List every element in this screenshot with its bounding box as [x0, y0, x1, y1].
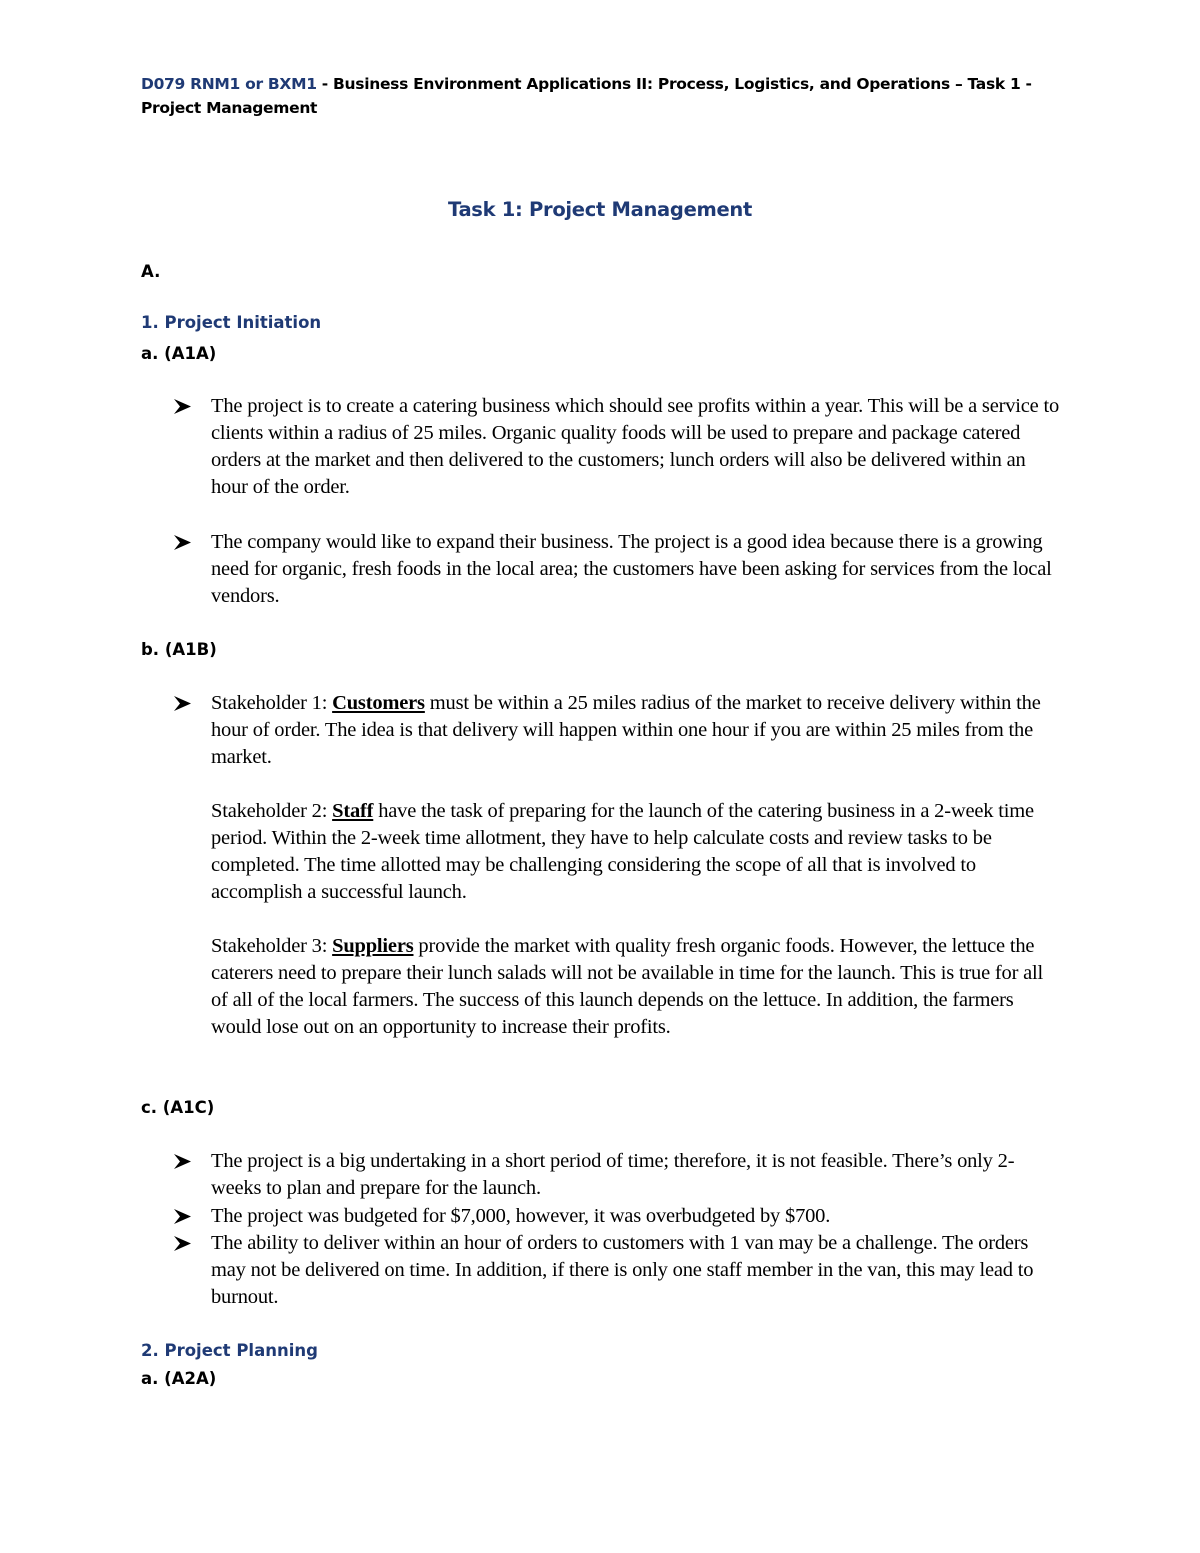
section-2-heading: 2. Project Planning	[141, 1341, 318, 1360]
arrow-bullet-icon	[172, 1230, 194, 1257]
course-title: - Business Environment Applications II: Process, Logistics, and Operations – Task 1 - Project Management	[141, 75, 1032, 117]
page-title: Task 1: Project Management	[447, 198, 753, 221]
bullet-text: The project is to create a catering business which should see profits within a year. This will be a service to clients within a radius of 25 miles. Organic quality foods will be used to prepare and package catered orders at the market and then delivered to the customers; lunch orders will also be delivered within an hour of the order.	[211, 395, 1060, 498]
stakeholder-prefix: Stakeholder 2:	[211, 800, 333, 822]
stakeholder-description: must be within a 25 miles radius of the market to receive delivery within the hour of order. The idea is that delivery will happen within one hour if you are within 25 miles from the market.	[211, 692, 1041, 768]
stakeholder-text	[211, 690, 1061, 771]
stakeholder-2	[211, 798, 1063, 906]
bullet-text: The ability to deliver within an hour of orders to customers with 1 van may be a challenge. The orders may not be delivered on time. In addition, if there is only one staff member in the van, this may lead to burnout.	[211, 1232, 1034, 1308]
bullet-text: The project is a big undertaking in a short period of time; therefore, it is not feasible. There’s only 2-weeks to plan and prepare for the launch.	[211, 1150, 1015, 1199]
subsection-a1a-label: a. (A1A)	[141, 344, 217, 363]
stakeholder-keyword: Customers	[332, 692, 425, 714]
subsection-a1c-label: c. (A1C)	[141, 1098, 215, 1117]
stakeholder-description: have the task of preparing for the launch of the catering business in a 2-week time period. Within the 2-week time allotment, they have to help calculate costs and review tasks to be completed. The time allotted may be challenging considering the scope of all that is involved to accomplish a successful launch.	[211, 800, 1034, 903]
subsection-a1b-label: b. (A1B)	[141, 640, 217, 659]
stakeholder-keyword: Staff	[332, 800, 374, 822]
arrow-bullet-icon	[172, 529, 194, 556]
bullet-text: The project was budgeted for $7,000, however, it was overbudgeted by $700.	[211, 1205, 831, 1227]
document-header	[141, 72, 1051, 120]
stakeholder-description: provide the market with quality fresh organic foods. However, the lettuce the caterers need to prepare their lunch salads will not be available in time for the launch. This is true for all of all of the local farmers. The success of this launch depends on the lettuce. In addition, the farmers would lose out on an opportunity to increase their profits.	[211, 935, 1044, 1038]
subsection-a2a-label: a. (A2A)	[141, 1369, 217, 1388]
course-code: D079 RNM1 or BXM1	[141, 75, 317, 93]
stakeholder-prefix: Stakeholder 1:	[211, 692, 333, 714]
arrow-bullet-icon	[172, 1148, 194, 1175]
stakeholder-keyword: Suppliers	[332, 935, 414, 957]
section-a-label: A.	[141, 262, 161, 281]
arrow-bullet-icon	[172, 690, 194, 717]
section-1-heading: 1. Project Initiation	[141, 313, 322, 332]
bullet-text: The company would like to expand their business. The project is a good idea because there is a growing need for organic, fresh foods in the local area; the customers have been asking for services from the local vendors.	[211, 531, 1052, 607]
stakeholder-3	[211, 933, 1063, 1041]
arrow-bullet-icon	[172, 393, 194, 420]
stakeholder-prefix: Stakeholder 3:	[211, 935, 333, 957]
arrow-bullet-icon	[172, 1203, 194, 1230]
